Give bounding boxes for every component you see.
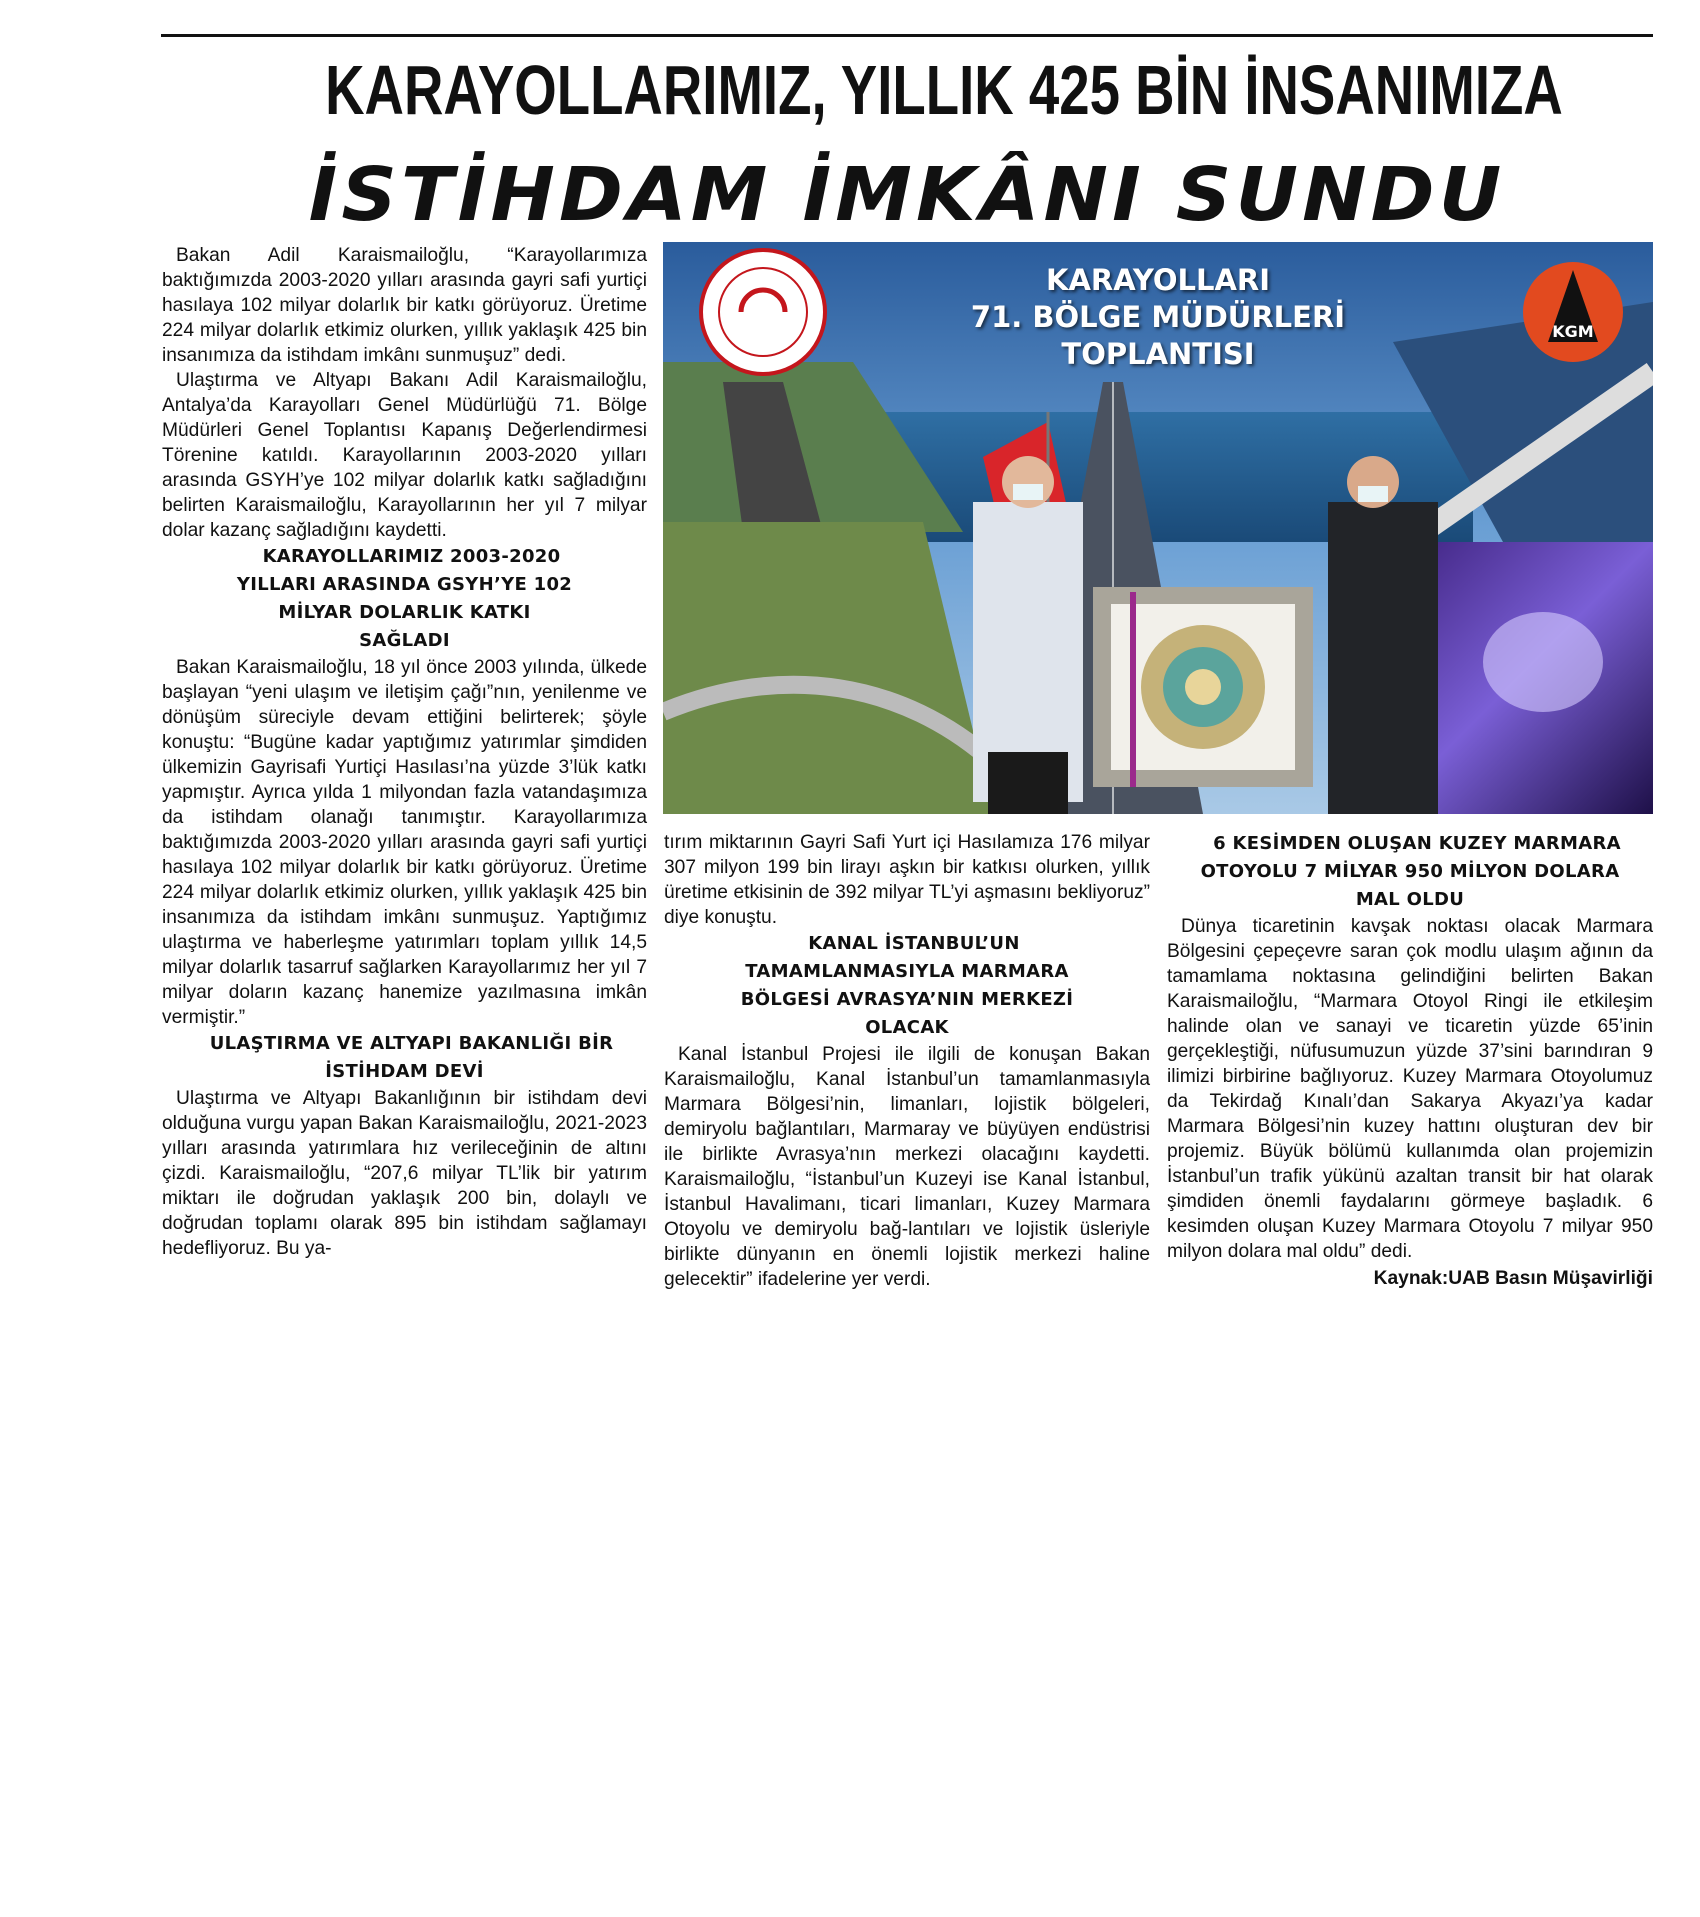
paragraph: Kanal İstanbul Projesi ile ilgili de konuşan Bakan Karaismailoğlu, Kanal İstanbul’un tamamlanmasıyla Marmara Bölgesi’nin, limanları, lojistik bölgeleri, demiryolu bağlantıları, Marmaray ve büyüyen endüstrisi ile birlikte Avrasya’nın merkezi olacağını kaydetti. Karaismailoğlu, “İstanbul’un Kuzeyi ise Kanal İstanbul, İstanbul Havalimanı, ticari limanları, Kuzey Marmara Otoyolu ve demiryolu bağ-lantıları ve lojistik üsleriyle birlikte dünyanın en önemli lojistik merkezi haline gelecektir” ifadelerine yer verdi. [664, 1044, 1150, 1290]
subheading: ULAŞTIRMA VE ALTYAPI BAKANLIĞI BİR İSTİHDAM DEVİ [209, 1033, 614, 1082]
photo-title-line-3: TOPLANTISI [1061, 337, 1255, 371]
news-photo [663, 242, 1653, 814]
paragraph: Ulaştırma ve Altyapı Bakanlığının bir istihdam devi olduğuna vurgu yapan Bakan Karaismailoğlu, 2021-2023 yılları arasında yatırımlara hız verileceğinin de altını çizdi. Karaismailoğlu, “207,6 milyar TL’lik bir yatırım miktarı ile doğrudan yaklaşık 200 bin, dolaylı ve doğrudan toplamı olarak 895 bin istihdam sağlamayı hedefliyoruz. Bu ya- [162, 1088, 647, 1259]
photo-title-line-2: 71. BÖLGE MÜDÜRLERİ [970, 300, 1346, 334]
article-column-2 [664, 830, 1150, 1292]
headline-line-1: KARAYOLLARIMIZ, YILLIK 425 BİN İNSANIMIZA [325, 51, 1563, 129]
paragraph: tırım miktarının Gayri Safi Yurt içi Hasılamıza 176 milyar 307 milyon 199 bin lirayı aşkın bir katkısı olurken, yıllık üretime etkisinin de 392 milyar TL’yi aşmasını bekliyoruz” diye konuştu. [664, 832, 1150, 928]
top-rule [161, 34, 1653, 37]
kgm-logo-text: KGM [1552, 322, 1594, 341]
paragraph: Ulaştırma ve Altyapı Bakanı Adil Karaismailoğlu, Antalya’da Karayolları Genel Müdürlüğü 71. Bölge Müdürleri Genel Toplantısı Kapanış Değerlendirmesi Törenine katıldı. Karayollarının 2003-2020 yılları arasında GSYH’ye 102 milyar dolarlık katkı sağladığını belirten Karaismailoğlu, Karayollarının her yıl 7 milyar dolar kazanç sağladığını kaydetti. [162, 370, 647, 541]
article-column-1 [162, 243, 647, 1261]
subheading: KARAYOLLARIMIZ 2003-2020 YILLARI ARASINDA GSYH’YE 102 MİLYAR DOLARLIK KATKI SAĞLADI [236, 546, 573, 651]
source-credit: Kaynak:UAB Basın Müşavirliği [1373, 1268, 1653, 1289]
photo-title-line-1: KARAYOLLARI [1045, 263, 1271, 297]
subheading: KANAL İSTANBUL’UN TAMAMLANMASIYLA MARMARA BÖLGESİ AVRASYA’NIN MERKEZİ OLACAK [740, 933, 1074, 1038]
paragraph: Dünya ticaretinin kavşak noktası olacak Marmara Bölgesini çepeçevre saran çok modlu ulaşım ağının da tamamlama noktasına gelindiğini belirten Bakan Karaismailoğlu, “Marmara Otoyol Ringi ile etkileşim halinde olan ve sanayi ve ticaretin yüzde 65’inin gerçekleştiği, nüfusumuzun yüzde 37’sini barındıran 9 ilimizi birbirine bağlıyoruz. Kuzey Marmara Otoyolumuz da Tekirdağ Kınalı’dan Sakarya Akyazı’ya kadar Marmara Bölgesi’nin kuzey hattını oluşturan dev bir projemiz. Büyük bölümü kullanımda olan projemizin İstanbul’un trafik yükünü azaltan transit bir hat olarak şimdiden önemli faydalarını görmeye başladık. 6 kesimden oluşan Kuzey Marmara Otoyolu 7 milyar 950 milyon dolara mal oldu” dedi. [1167, 916, 1653, 1262]
paragraph: Bakan Adil Karaismailoğlu, “Karayollarımıza baktığımızda 2003-2020 yılları arasında gayri safi yurtiçi hasılaya 102 milyar dolarlık bir katkı görüyoruz. Üretime 224 milyar dolarlık etkimiz olurken, yıllık yaklaşık 425 bin insanımıza da istihdam imkânı sunmuşuz” dedi. [162, 245, 647, 366]
subheading: 6 KESİMDEN OLUŞAN KUZEY MARMARA OTOYOLU 7 MİLYAR 950 MİLYON DOLARA MAL OLDU [1200, 833, 1621, 910]
headline-line-2: İSTİHDAM İMKÂNI SUNDU [308, 152, 1506, 238]
article-column-3 [1167, 830, 1653, 1291]
paragraph: Bakan Karaismailoğlu, 18 yıl önce 2003 yılında, ülkede başlayan “yeni ulaşım ve iletişim çağı”nın, yenilenme ve dönüşüm süreciyle devam ettiğini belirterek; şöyle konuştu: “Bugüne kadar yaptığımız yatırımlar şimdiden ülkemizin Gayrisafi Yurtiçi Hasılası’na yüzde 3’lük katkı yapmıştır. Ayrıca yılda 1 milyondan fazla vatandaşımıza da istihdam olanağı tanımıştır. Karayollarımıza baktığımızda 2003-2020 yılları arasında gayri safi yurtiçi hasılaya 102 milyar dolarlık bir katkı görüyoruz. Üretime 224 milyar dolarlık etkimiz olurken, yıllık yaklaşık 425 bin insanımıza da istihdam imkânı sunmuşuz. Yaptığımız ulaştırma ve haberleşme yatırımları toplam yıllık 14,5 milyar dolarlık tasarruf sağlarken Karayollarımız her yıl 7 milyar doların kazanç hanemize yazılmasına imkân vermiştir.” [162, 657, 647, 1028]
